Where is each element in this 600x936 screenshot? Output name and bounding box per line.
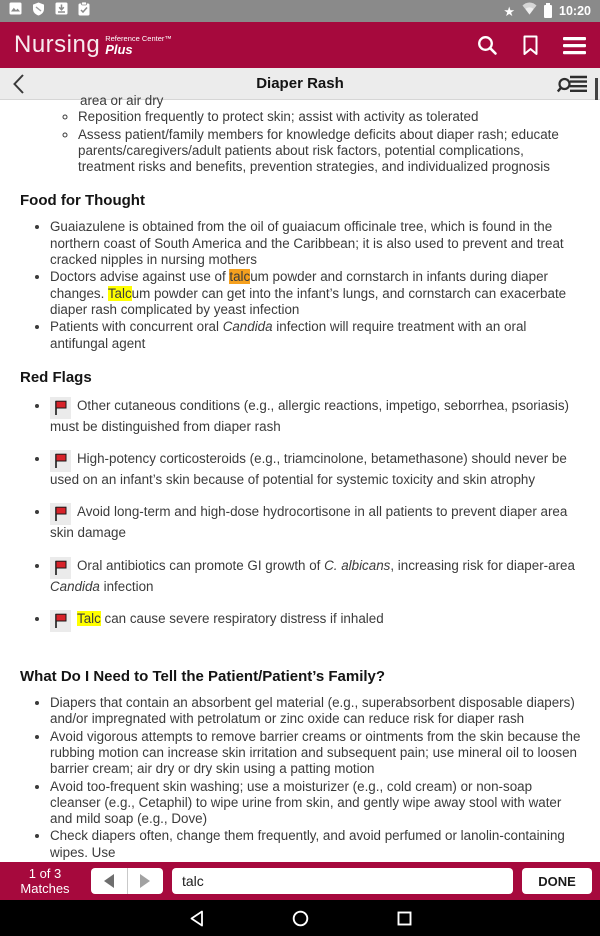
find-input[interactable]: [172, 868, 513, 894]
status-bar[interactable]: [0, 0, 600, 22]
search-icon[interactable]: [476, 34, 498, 56]
list-item: • Oral antibiotics can promote GI growth of C. albicans, increasing risk for diaper-area Candida infection: [50, 557, 586, 595]
done-button[interactable]: DONE: [522, 868, 592, 894]
find-bar: [0, 862, 600, 900]
scrollbar-thumb[interactable]: [595, 78, 598, 100]
page-title: Diaper Rash: [256, 75, 344, 92]
content-sections: [0, 192, 600, 861]
app-logo: [14, 31, 172, 59]
match-count: 1 of 3: [28, 866, 62, 882]
red-flag-icon: [50, 450, 71, 472]
red-flag-icon: [50, 503, 71, 525]
next-arrow-icon: [140, 874, 150, 888]
chevron-left-icon[interactable]: [12, 73, 25, 95]
section-heading: Red Flags: [20, 368, 92, 386]
match-navigation: [91, 868, 163, 894]
red-flag-icon: [50, 397, 71, 419]
match-highlight: Talc: [77, 611, 101, 627]
download-icon: [55, 2, 68, 20]
clipboard-icon: [78, 2, 90, 21]
brand-name: Nursing: [14, 31, 101, 58]
list-item: • Diapers that contain an absorbent gel material (e.g., superabsorbent disposable diapers) and/or impregnated with petrolatum or zinc oxide can reduce risk for diaper rash: [50, 695, 586, 728]
status-bar-system: [503, 2, 591, 20]
list-item: • Avoid vigorous attempts to remove barrier creams or ointments from the skin because the rubbing motion can increase skin irritation and subsequent pain; use mineral oil to loosen barrier cream; air dry or dry skin using a patting motion: [50, 729, 586, 778]
list-item: • Talc can cause severe respiratory distress if inhaled: [50, 610, 586, 632]
brand-subtitle: Reference Center™: [105, 34, 172, 44]
status-bar-notifications: [9, 2, 90, 21]
brand-plus: Plus: [105, 42, 133, 58]
match-highlight: Talc: [107, 285, 132, 301]
next-match-button[interactable]: [127, 868, 164, 894]
back-icon[interactable]: [181, 905, 211, 931]
previous-match-button[interactable]: [91, 868, 127, 894]
list-item: • Patients with concurrent oral Candida infection will require treatment with an oral antifungal agent: [50, 319, 586, 352]
clipped-text-line: area or air dry: [80, 93, 164, 108]
home-icon[interactable]: [285, 905, 315, 931]
list-item: • Guaiazulene is obtained from the oil of guaiacum officinale tree, which is found in the northern coast of South America and the Caribbean; it is also used to prevent and treat cracked nipples in nursing mothers: [50, 219, 586, 268]
bookmark-icon[interactable]: [522, 35, 539, 56]
section-heading: What Do I Need to Tell the Patient/Patient’s Family?: [20, 668, 386, 686]
image-icon: [9, 2, 22, 20]
wifi-icon: [522, 2, 537, 20]
star-icon: ★: [503, 3, 516, 19]
list-item: • Check diapers often, change them frequently, and avoid perfumed or lanolin-containing wipes. Use: [50, 828, 586, 861]
list-item: • Avoid too-frequent skin washing; use a moisturizer (e.g., cold cream) or non-soap cleanser (e.g., Cetaphil) to wipe urine from skin, and gently wipe away stool with water and mild soap (e.g., Dove): [50, 779, 586, 828]
android-navigation-bar: [0, 900, 600, 936]
list-item: ◦ Assess patient/family members for knowledge deficits about diaper rash; educate parents/caregivers/adult patients about risk factors, potential complications, treatment risks and benefits, prevention strategies, and individualized prognosis: [78, 127, 584, 176]
list-item: ◦ Reposition frequently to protect skin; assist with activity as tolerated: [78, 109, 584, 125]
list-item: • Other cutaneous conditions (e.g., allergic reactions, impetigo, seborrhea, psoriasis) must be distinguished from diaper rash: [50, 397, 586, 435]
current-match-highlight: talc: [229, 269, 251, 285]
menu-icon[interactable]: [563, 36, 586, 55]
app-header: [0, 22, 600, 68]
red-flag-icon: [50, 557, 71, 579]
prev-arrow-icon: [104, 874, 114, 888]
recents-icon[interactable]: [389, 905, 419, 931]
shield-icon: [32, 2, 45, 21]
document-content: [0, 93, 600, 862]
find-on-page-icon[interactable]: [557, 74, 588, 94]
intro-list-host: [0, 109, 600, 175]
list-item: • Doctors advise against use of talcum powder and cornstarch in infants during diaper changes. Talcum powder can get into the infant’s lungs, and cornstarch can exacerbate diaper rash complicated by yeast infection: [50, 269, 586, 318]
match-counter: [8, 866, 82, 896]
list-item: • High-potency corticosteroids (e.g., triamcinolone, betamethasone) should never be used on an infant’s skin because of potential for systemic toxicity and skin atrophy: [50, 450, 586, 488]
section-heading: Food for Thought: [20, 192, 145, 210]
list-item: • Avoid long-term and high-dose hydrocortisone in all patients to prevent diaper area skin damage: [50, 503, 586, 541]
status-bar-clock: 10:20: [559, 4, 591, 18]
red-flag-icon: [50, 610, 71, 632]
battery-icon: [544, 5, 552, 18]
match-label: Matches: [20, 881, 70, 897]
